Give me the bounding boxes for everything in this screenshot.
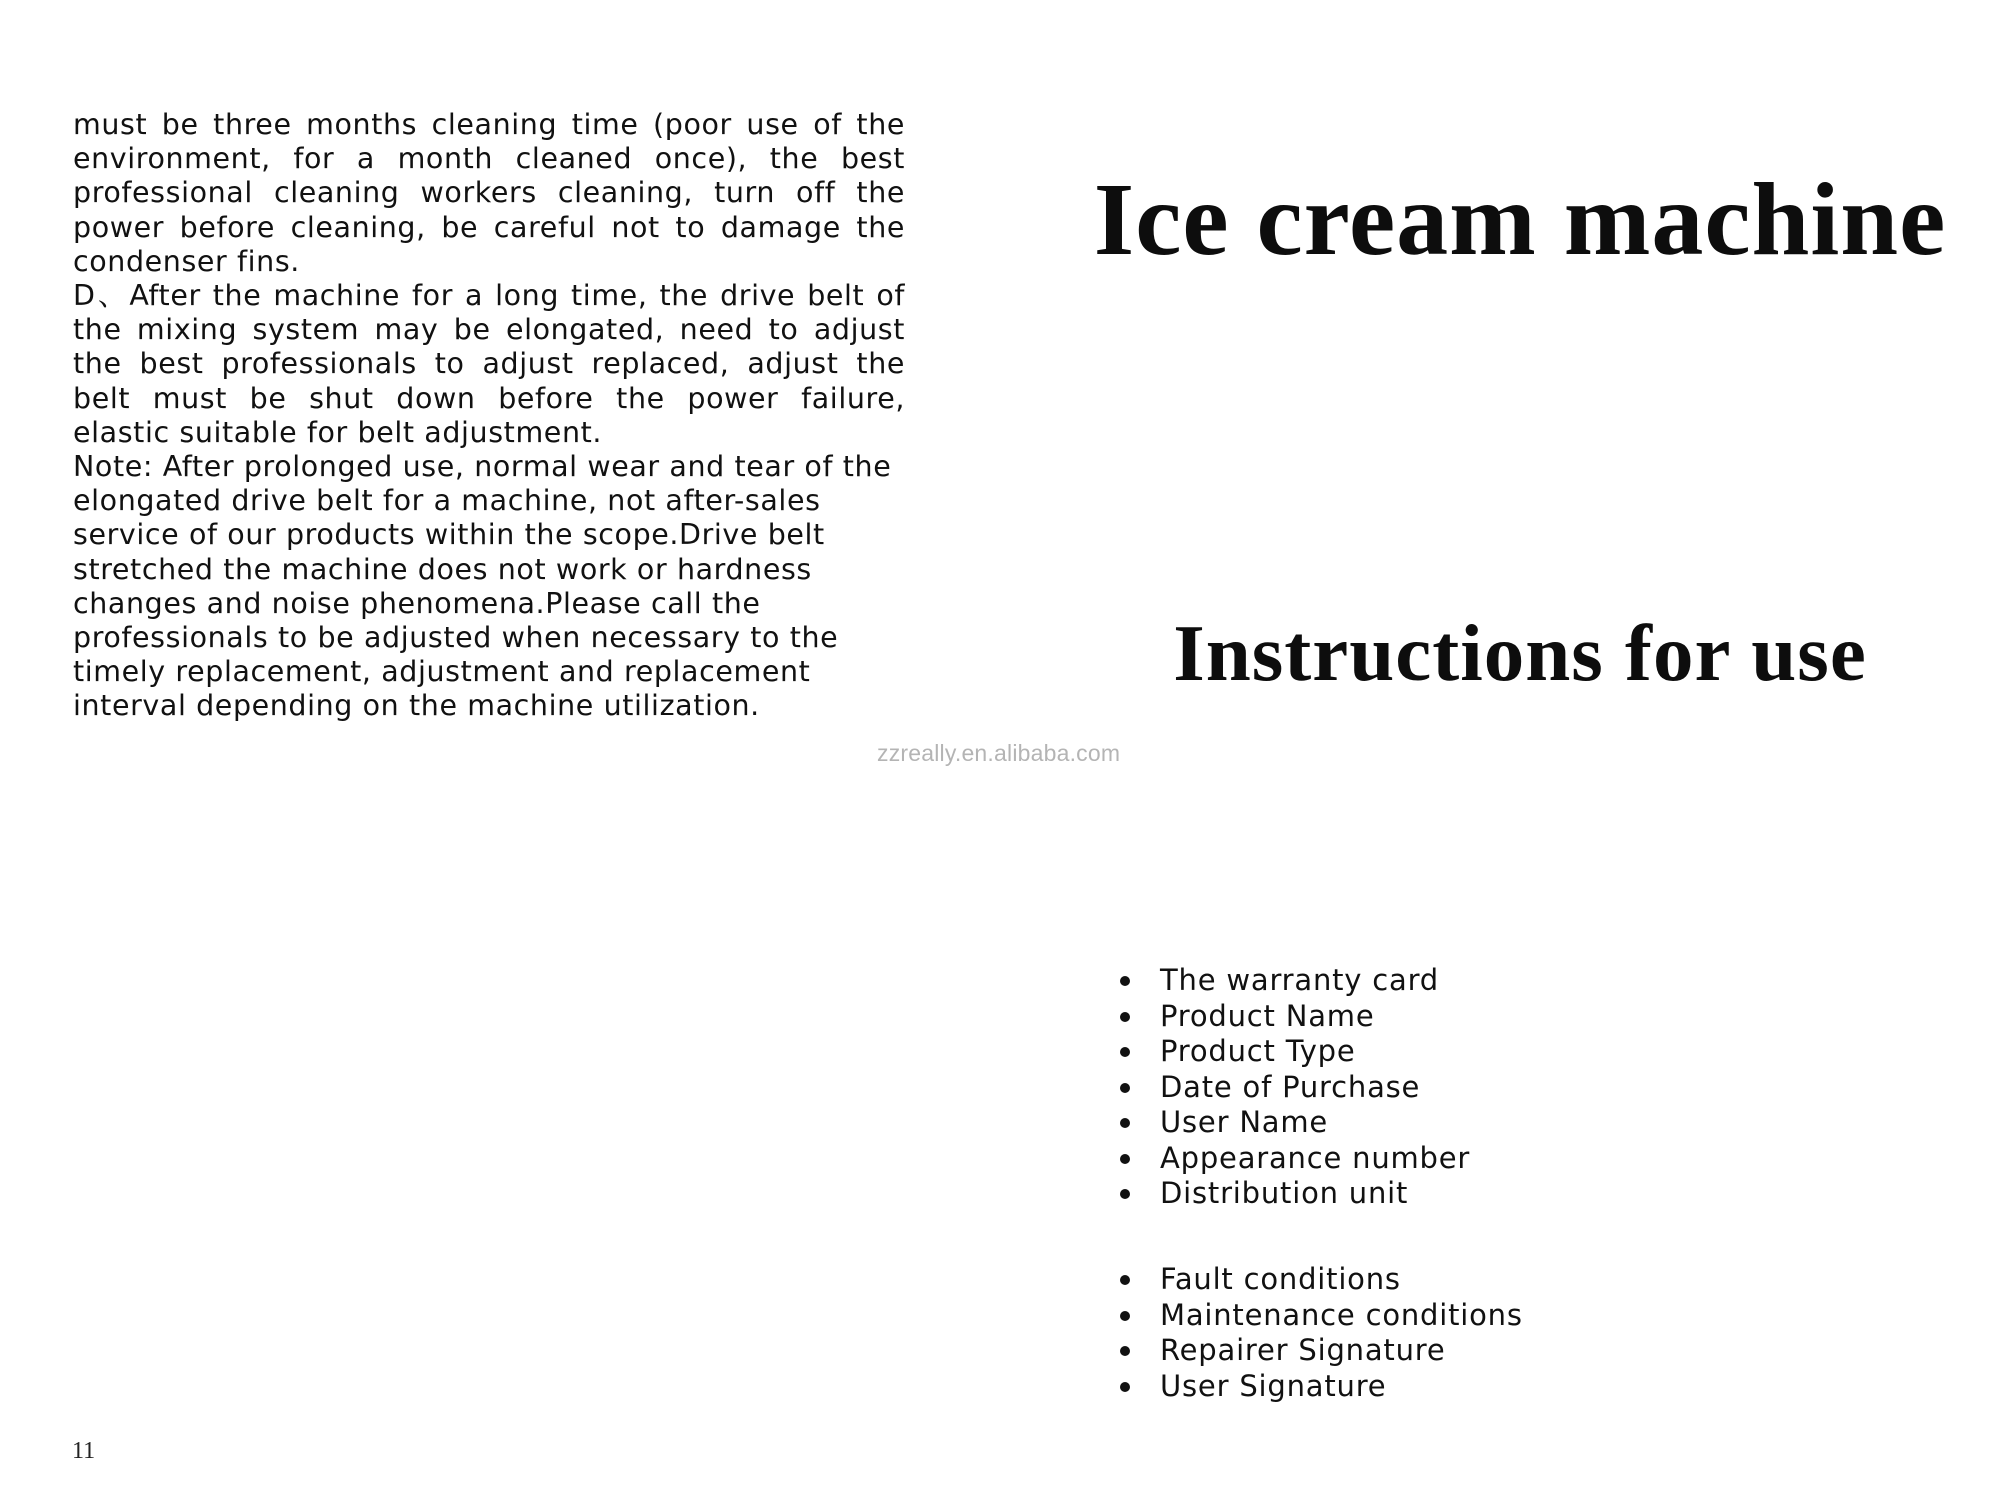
left-page-text <box>73 108 905 724</box>
list-item: Maintenance conditions <box>1118 1298 1523 1334</box>
page-number: 11 <box>72 1438 96 1464</box>
page-subtitle: Instructions for use <box>1173 608 1867 698</box>
list-item: Fault conditions <box>1118 1262 1523 1298</box>
list-item: Product Type <box>1118 1034 1470 1070</box>
watermark: zzreally.en.alibaba.com <box>877 740 1121 766</box>
page-title: Ice cream machine <box>1093 162 1947 277</box>
paragraph-cleaning: must be three months cleaning time (poor use of the environment, for a month cleaned once), the best professional cleaning workers cleaning, turn off the power before cleaning, be careful not to damage the condenser fins. <box>73 108 905 278</box>
list-item: Distribution unit <box>1118 1176 1470 1212</box>
list-item: Repairer Signature <box>1118 1333 1523 1369</box>
list-item: Date of Purchase <box>1118 1070 1470 1106</box>
list-item: The warranty card <box>1118 963 1470 999</box>
paragraph-drive-belt: D、After the machine for a long time, the drive belt of the mixing system may be elongated, need to adjust the best professionals to adjust replaced, adjust the belt must be shut down before the power failure, elastic suitable for belt adjustment. <box>73 279 905 449</box>
list-item: User Signature <box>1118 1369 1523 1405</box>
list-item: Appearance number <box>1118 1141 1470 1177</box>
fault-record-list <box>1118 1262 1523 1404</box>
warranty-card-list <box>1118 963 1470 1212</box>
paragraph-note: Note: After prolonged use, normal wear and tear of the elongated drive belt for a machine, not after-sales service of our products within the scope.Drive belt stretched the machine does not work or hardness changes and noise phenomena.Please call the professionals to be adjusted when necessary to the timely replacement, adjustment and replacement interval depending on the machine utilization. <box>73 450 892 723</box>
list-item: Product Name <box>1118 999 1470 1035</box>
list-item: User Name <box>1118 1105 1470 1141</box>
